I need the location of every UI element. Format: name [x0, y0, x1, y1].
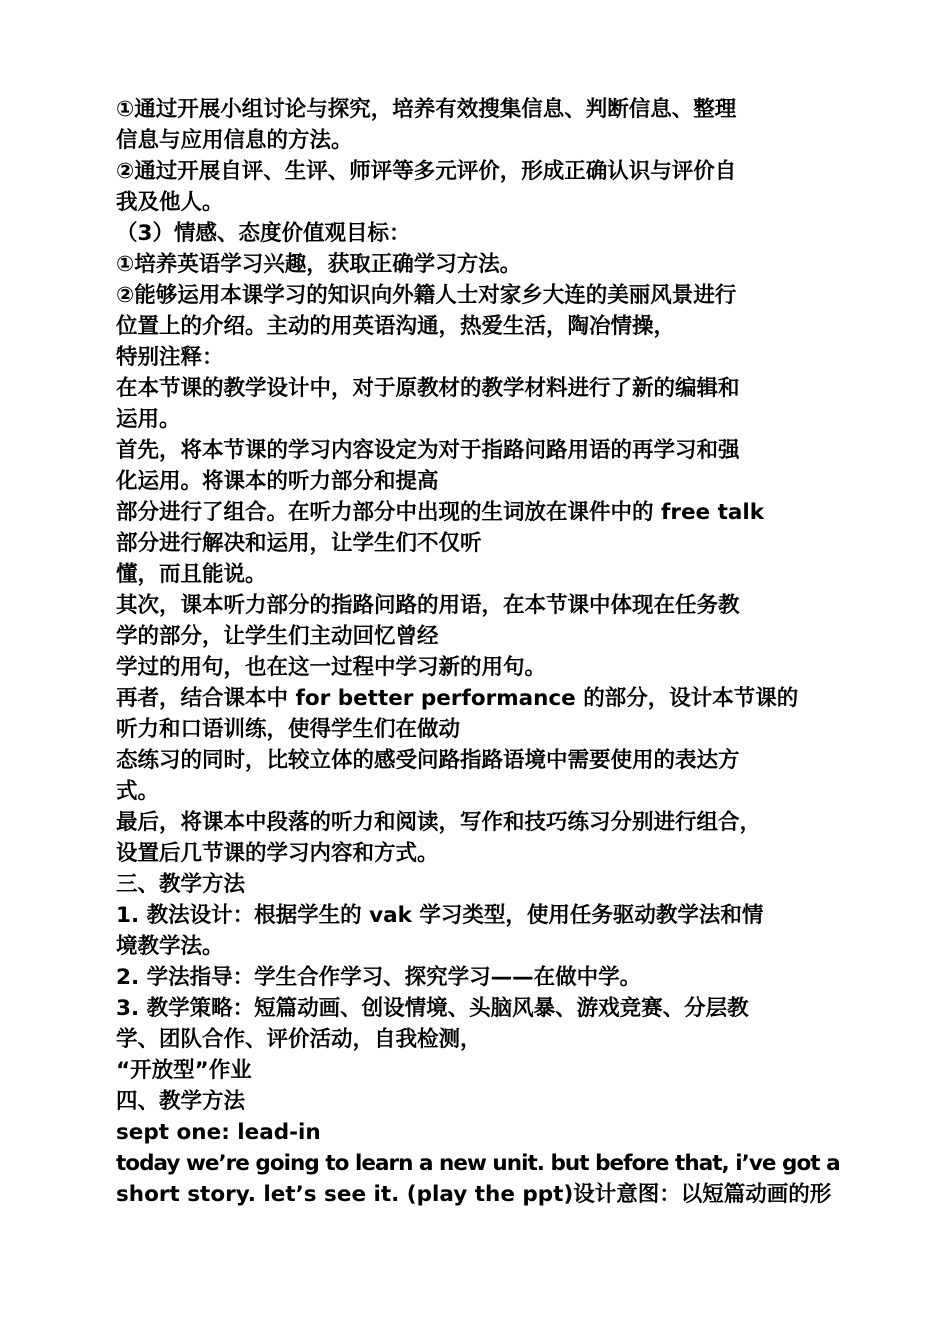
- text-line: 设置后几节课的学习内容和方式。: [116, 841, 439, 866]
- text-line: 态练习的同时，比较立体的感受问路指路语境中需要使用的表达方: [116, 748, 740, 773]
- text-line: 部分进行了组合。在听力部分中出现的生词放在课件中的 free talk: [116, 500, 765, 525]
- text-line: today we’re going to learn a new unit. but before that, i’ve got a: [116, 1151, 840, 1176]
- text-line: short story. let’s see it. (play the ppt)设计意图：以短篇动画的形: [116, 1182, 832, 1207]
- text-line: “开放型”作业: [116, 1058, 252, 1083]
- text-line: 在本节课的教学设计中，对于原教材的教学材料进行了新的编辑和: [116, 376, 740, 401]
- text-line: 懂，而且能说。: [116, 562, 267, 587]
- section-heading: 特别注释：: [116, 345, 224, 370]
- text-line: 1. 教法设计：根据学生的 vak 学习类型，使用任务驱动教学法和情: [116, 903, 764, 928]
- text-line: 学过的用句，也在这一过程中学习新的用句。: [116, 655, 547, 680]
- document-body: [116, 94, 840, 1210]
- text-line: 式。: [116, 779, 160, 804]
- text-line: 再者，结合课本中 for better performance 的部分，设计本节课的: [116, 686, 799, 711]
- text-line: 运用。: [116, 407, 181, 432]
- section-heading: 三、教学方法: [116, 872, 246, 897]
- text-line: 学、团队合作、评价活动，自我检测，: [116, 1027, 482, 1052]
- text-line: 其次，课本听力部分的指路问路的用语，在本节课中体现在任务教: [116, 593, 740, 618]
- text-line: ②能够运用本课学习的知识向外籍人士对家乡大连的美丽风景进行: [116, 283, 737, 308]
- text-line: 部分进行解决和运用，让学生们不仅听: [116, 531, 482, 556]
- text-line: 位置上的介绍。主动的用英语沟通，热爱生活，陶冶情操，: [116, 314, 676, 339]
- text-line: 2. 学法指导：学生合作学习、探究学习——在做中学。: [116, 965, 642, 990]
- text-line: 听力和口语训练，使得学生们在做动: [116, 717, 461, 742]
- section-heading: （3）情感、态度价值观目标：: [116, 221, 411, 246]
- text-line: 境教学法。: [116, 934, 224, 959]
- text-line: 首先，将本节课的学习内容设定为对于指路问路用语的再学习和强: [116, 438, 740, 463]
- text-line: 3. 教学策略：短篇动画、创设情境、头脑风暴、游戏竞赛、分层教: [116, 996, 749, 1021]
- section-heading: 四、教学方法: [116, 1089, 246, 1114]
- text-line: 我及他人。: [116, 190, 224, 215]
- step-heading: sept one: lead-in: [116, 1120, 321, 1145]
- text-line: 最后，将课本中段落的听力和阅读，写作和技巧练习分别进行组合，: [116, 810, 762, 835]
- text-line: ②通过开展自评、生评、师评等多元评价，形成正确认识与评价自: [116, 159, 737, 184]
- text-line: 学的部分，让学生们主动回忆曾经: [116, 624, 439, 649]
- text-line: ①培养英语学习兴趣，获取正确学习方法。: [116, 252, 522, 277]
- text-line: 信息与应用信息的方法。: [116, 128, 353, 153]
- text-line: ①通过开展小组讨论与探究，培养有效搜集信息、判断信息、整理: [116, 97, 737, 122]
- text-line: 化运用。将课本的听力部分和提高: [116, 469, 439, 494]
